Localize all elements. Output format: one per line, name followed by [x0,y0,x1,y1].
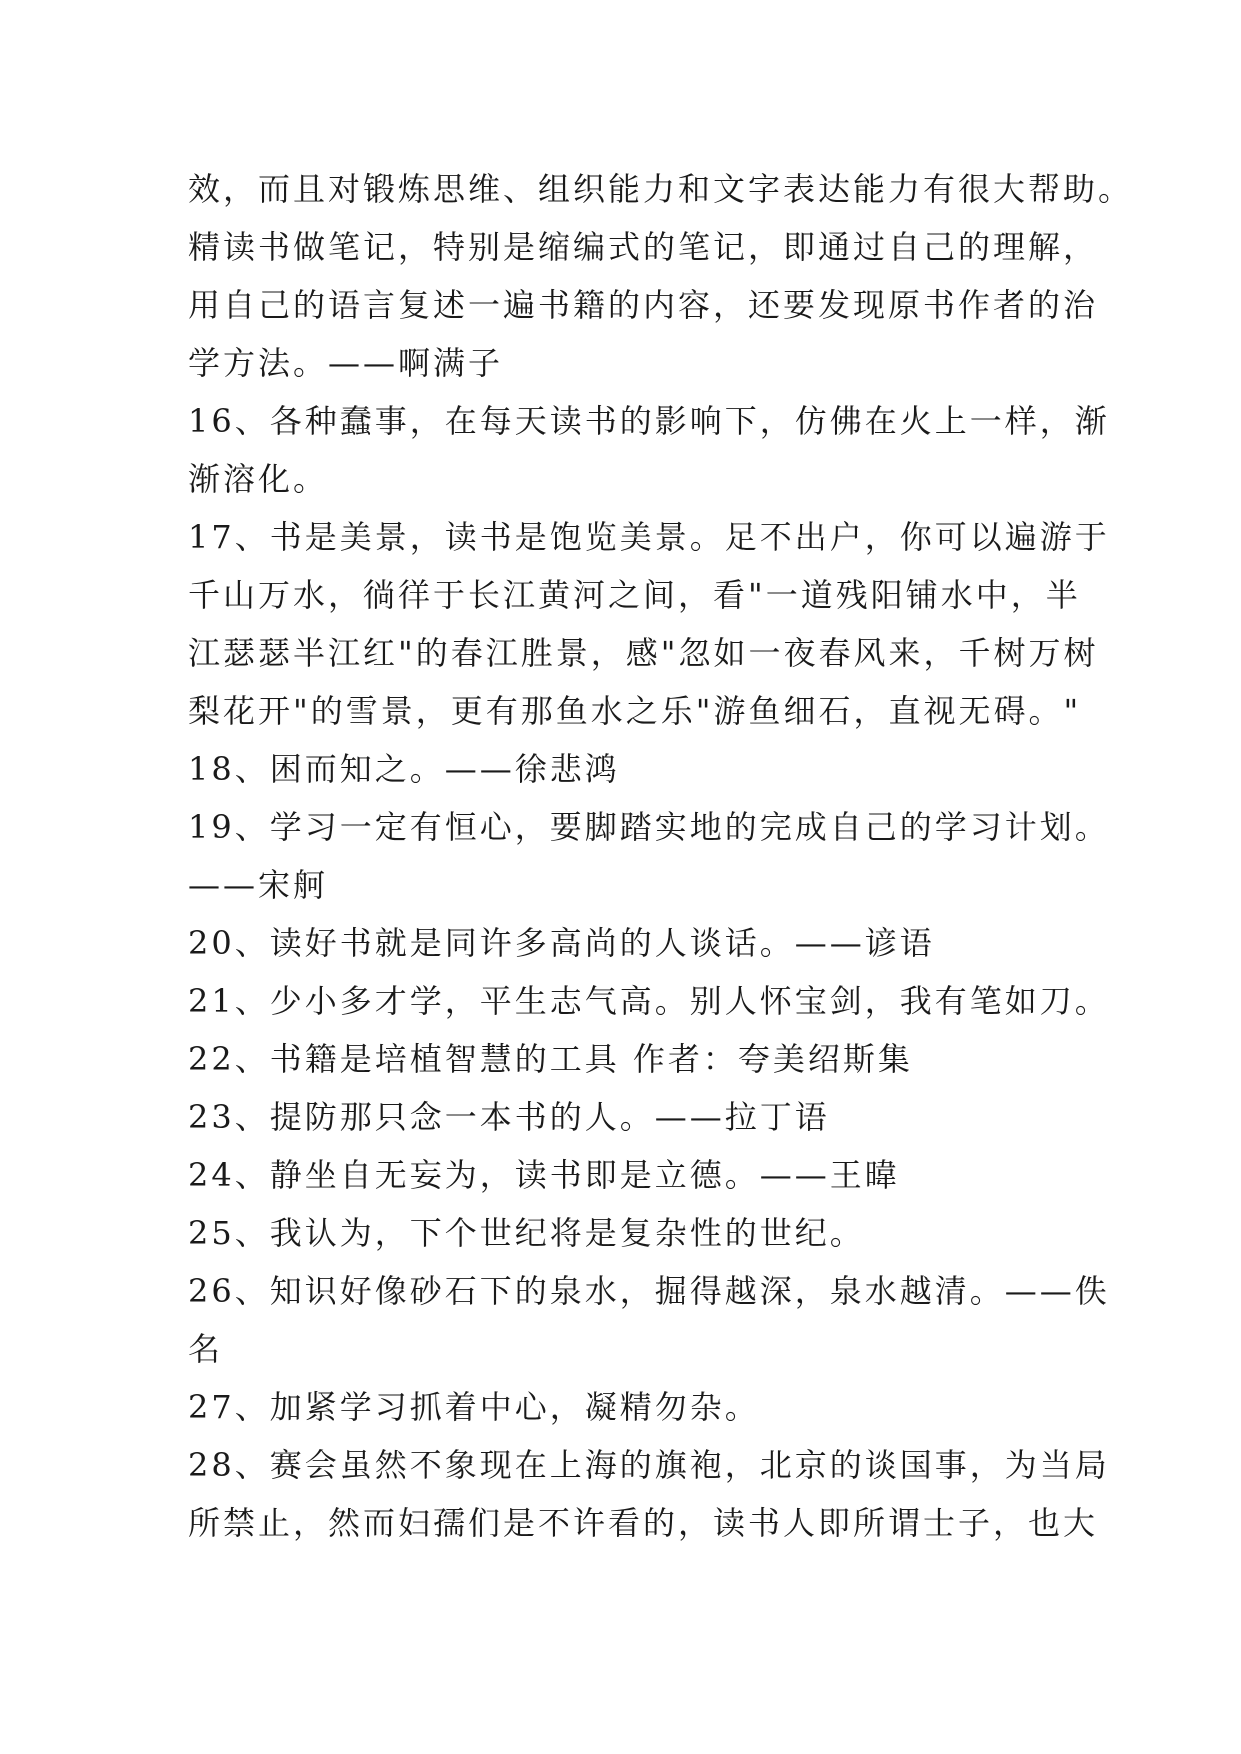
text-line: 25、我认为，下个世纪将是复杂性的世纪。 [188,1214,865,1252]
text-line: 24、静坐自无妄为，读书即是立德。——王暐 [188,1156,900,1194]
text-line: ——宋舸 [188,866,329,904]
text-line: 所禁止，然而妇孺们是不许看的，读书人即所谓士子，也大 [188,1504,1099,1542]
text-line: 用自己的语言复述一遍书籍的内容，还要发现原书作者的治 [188,286,1099,324]
text-line: 18、困而知之。——徐悲鸿 [188,750,620,788]
text-line: 26、知识好像砂石下的泉水，掘得越深，泉水越清。——佚 [188,1272,1110,1310]
text-line: 21、少小多才学，平生志气高。别人怀宝剑，我有笔如刀。 [188,982,1110,1020]
text-line: 江瑟瑟半江红"的春江胜景，感"忽如一夜春风来，千树万树 [188,634,1099,672]
text-line: 27、加紧学习抓着中心，凝精勿杂。 [188,1388,760,1426]
text-line: 28、赛会虽然不象现在上海的旗袍，北京的谈国事，为当局 [188,1446,1110,1484]
text-line: 精读书做笔记，特别是缩编式的笔记，即通过自己的理解， [188,228,1099,266]
text-line: 22、书籍是培植智慧的工具 作者：夸美绍斯集 [188,1040,913,1078]
text-line: 学方法。——啊满子 [188,344,504,382]
text-line: 梨花开"的雪景，更有那鱼水之乐"游鱼细石，直视无碍。" [188,692,1082,730]
document-body [188,160,1134,1552]
text-line: 19、学习一定有恒心，要脚踏实地的完成自己的学习计划。 [188,808,1110,846]
text-line: 16、各种蠢事，在每天读书的影响下，仿佛在火上一样，渐 [188,402,1110,440]
text-line: 23、提防那只念一本书的人。——拉丁语 [188,1098,830,1136]
text-line: 渐溶化。 [188,460,329,498]
text-line: 17、书是美景，读书是饱览美景。足不出户，你可以遍游于 [188,518,1110,556]
text-line: 效，而且对锻炼思维、组织能力和文字表达能力有很大帮助。 [188,170,1134,208]
text-line: 千山万水，徜徉于长江黄河之间，看"一道残阳铺水中，半 [188,576,1081,614]
text-line: 20、读好书就是同许多高尚的人谈话。——谚语 [188,924,935,962]
text-line: 名 [188,1330,224,1368]
